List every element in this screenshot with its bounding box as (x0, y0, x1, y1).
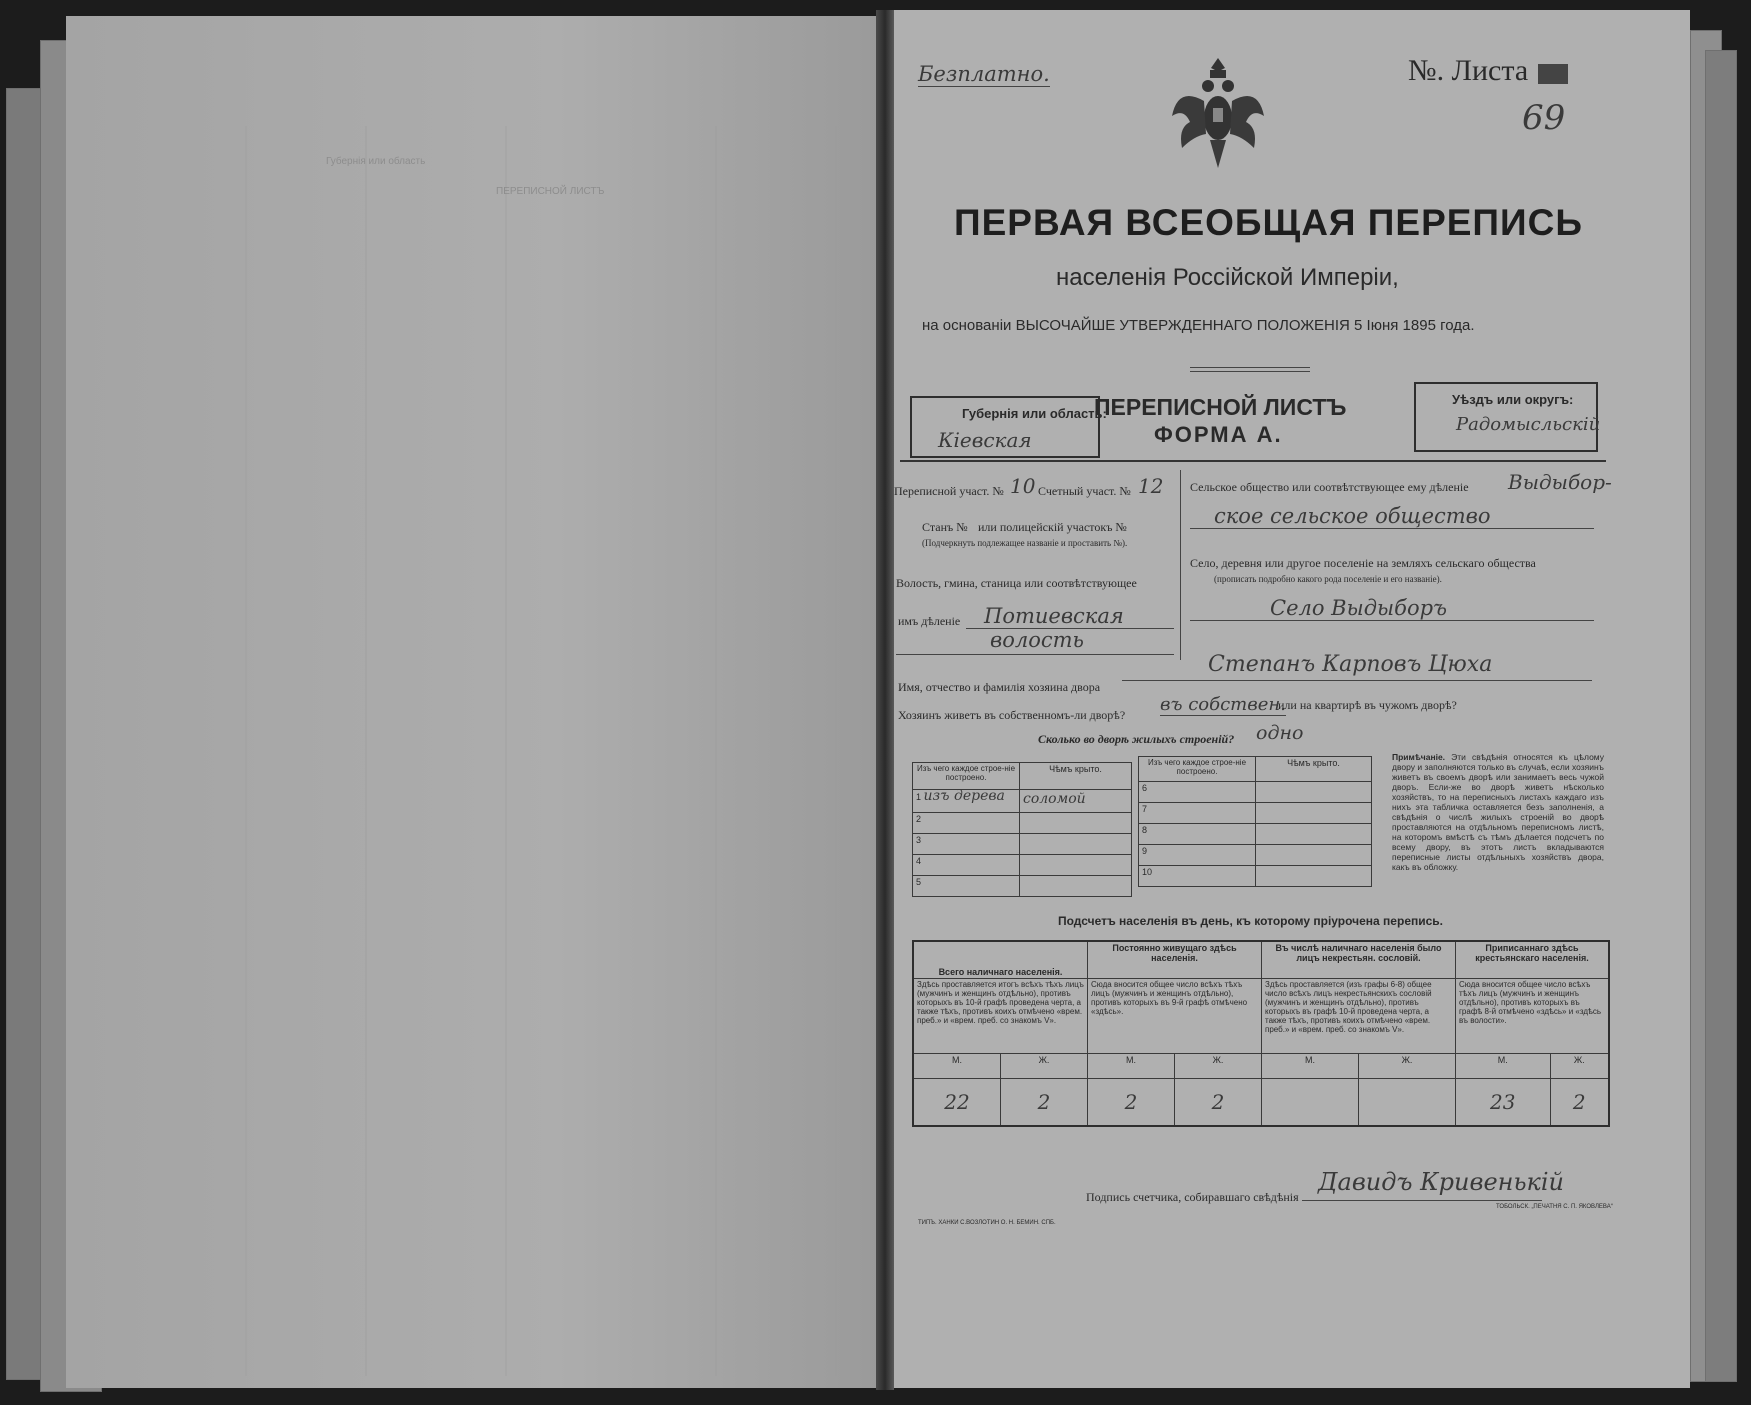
table-row (913, 813, 1020, 834)
count-value: 2 (1088, 1079, 1175, 1127)
count-header: Въ числѣ наличнаго населенія было лицъ некрестьян. сословій. (1262, 941, 1456, 979)
population-count-table (912, 940, 1610, 1127)
empty-cell (1020, 834, 1132, 855)
buildings-value: одно (1256, 722, 1304, 744)
volost-label: Волость, гмина, станица или соотвѣтствующее (896, 576, 1137, 590)
count-value: 2 (1001, 1079, 1088, 1127)
lives-label: Хозяинъ живетъ въ собственномъ-ли дворѣ? (898, 708, 1126, 722)
bleed-text: ПЕРЕПИСНОЙ ЛИСТЪ (496, 186, 605, 197)
uezd-box (1414, 382, 1601, 452)
empty-cell (1256, 866, 1372, 887)
col-roof-header: Чѣмъ крыто. (1020, 763, 1132, 790)
selo-label: Село, деревня или другое поселеніе на земляхъ сельскаго общества (1190, 556, 1536, 570)
row-number: 4 (916, 856, 922, 866)
count-description: Здѣсь проставляется (изъ графы 6-8) общее число всѣхъ лицъ некрестьянскихъ сословій (мужчинъ и женщинъ отдѣльно), противъ которыхъ въ графѣ 10-й проведена черта, а также тѣхъ, противъ коихъ отмѣчено «врем. преб.» и «врем. преб. со знакомъ V». (1262, 979, 1456, 1054)
printer-imprint-left: ТИПЪ. ХАНКИ С.ВОЗЛОТИН О. Н. БЕМИН. СПБ. (918, 1220, 1056, 1226)
col-material-header: Изъ чего каждое строе-ніе построено. (1139, 757, 1256, 782)
selskoe-value: Выдыбор- (1508, 470, 1612, 494)
perepis-uchast-value: 10 (1010, 474, 1036, 498)
signature-value: Давидъ Кривенькій (1318, 1168, 1564, 1196)
female-col: Ж. (1175, 1054, 1262, 1079)
volost-label-2: имъ дѣленіе (898, 614, 961, 628)
male-col: М. (1456, 1054, 1551, 1079)
signature-line (1302, 1200, 1542, 1201)
form-letter: ФОРМА А. (1154, 422, 1283, 447)
selo-line (1190, 620, 1594, 621)
lives-label-2: или на квартирѣ въ чужомъ дворѣ? (1278, 698, 1457, 712)
perepis-uchast-label: Переписной участ. № (894, 484, 1004, 498)
row-number: 2 (916, 814, 922, 824)
empty-cell (1020, 876, 1132, 897)
left-page (66, 16, 884, 1388)
selskoe-line (1190, 528, 1594, 529)
row-number: 1 (916, 792, 922, 802)
imperial-eagle-emblem (1168, 56, 1268, 176)
empty-cell (1020, 855, 1132, 876)
count-value: 22 (913, 1079, 1001, 1127)
male-col: М. (913, 1054, 1001, 1079)
col-roof-header: Чѣмъ крыто. (1256, 757, 1372, 782)
census-subtitle: населенія Россійской Имперіи, (1056, 264, 1399, 291)
buildings-table-left (912, 762, 1132, 897)
table-row (913, 790, 1020, 813)
empty-cell (1256, 782, 1372, 803)
count-description: Здѣсь проставляется итогъ всѣхъ тѣхъ лицъ (мужчинъ и женщинъ отдѣльно), противъ которыхъ въ 10-й графѣ проведена черта, а также тѣхъ, противъ коихъ отмѣчено «врем. преб.» и «врем. преб. со знакомъ V». (913, 979, 1088, 1054)
selo-value: Село Выдыборъ (1270, 596, 1448, 620)
empty-cell (1256, 803, 1372, 824)
count-title: Подсчетъ населенія въ день, къ которому пріурочена перепись. (1058, 914, 1443, 928)
col-material-header: Изъ чего каждое строе-ніе построено. (913, 763, 1020, 790)
schetny-uchast-label: Счетный участ. № (1038, 484, 1131, 498)
binding-gutter (876, 10, 894, 1390)
gubernia-box (910, 396, 1107, 458)
field-column-divider (1180, 470, 1181, 660)
uezd-label: Уѣздъ или округъ: (1452, 392, 1574, 407)
count-value (1262, 1079, 1359, 1127)
table-row: 8 (1139, 824, 1256, 845)
signature-label: Подпись счетчика, собиравшаго свѣдѣнія (1086, 1190, 1299, 1204)
bleed-text: Губернія или область (326, 156, 426, 167)
count-header: Постоянно живущаго здѣсь населенія. (1088, 941, 1262, 979)
free-label: Безплатно. (918, 62, 1050, 86)
form-name: ПЕРЕПИСНОЙ ЛИСТЪ (1094, 394, 1347, 420)
count-value: 2 (1175, 1079, 1262, 1127)
count-description: Сюда вносится общее число всѣхъ тѣхъ лицъ (мужчинъ и женщинъ отдѣльно), противъ которыхъ въ графѣ 8-й отмѣчено «здѣсь» и «здѣсь въ волости». (1456, 979, 1610, 1054)
note-text: Эти свѣдѣнія относятся къ цѣлому двору и заполняются только въ случаѣ, если хозяинъ живетъ въ своемъ дворѣ или занимаетъ весь чужой дворъ. Если-же во дворѣ живетъ нѣсколько хозяйствъ, то на переписныхъ листахъ каждаго изъ нихъ эта табличка оставляется безъ заполненія, а свѣдѣнія о числѣ жилыхъ строеній во дворѣ проставляются на отдѣльномъ переписномъ листѣ, на которомъ вмѣстѣ съ тѣмъ дѣлается подсчетъ по всему двору, въ этотъ листъ вкладываются переписные листы отдѣльныхъ хозяйствъ двора, какъ въ обложку. (1392, 752, 1604, 872)
table-row: 9 (1139, 845, 1256, 866)
count-value (1359, 1079, 1456, 1127)
schetny-uchast-value: 12 (1138, 474, 1164, 498)
volost-line (896, 654, 1174, 655)
owner-line (1122, 680, 1592, 681)
male-col: М. (1262, 1054, 1359, 1079)
selo-note: (прописать подробно какого рода поселеніе и его названіе). (1214, 574, 1442, 584)
empty-cell (1256, 845, 1372, 866)
table-row: 7 (1139, 803, 1256, 824)
page-stack-edge (1705, 50, 1737, 1382)
note-label: Примѣчаніе. (1392, 752, 1446, 762)
census-main-title: ПЕРВАЯ ВСЕОБЩАЯ ПЕРЕПИСЬ (954, 202, 1583, 243)
row-number: 3 (916, 835, 922, 845)
material-value: изъ дерева (923, 788, 1005, 804)
table-row: 6 (1139, 782, 1256, 803)
count-value: 2 (1550, 1079, 1609, 1127)
printer-imprint-right: ТОБОЛЬСК. „ПЕЧАТНЯ С. П. ЯКОВЛЕВА“ (1496, 1204, 1613, 1210)
male-col: М. (1088, 1054, 1175, 1079)
sheet-number-box (1538, 64, 1568, 84)
table-row (913, 855, 1020, 876)
count-header: Всего наличнаго населенія. (913, 941, 1088, 979)
buildings-table-right (1138, 756, 1372, 887)
note-block (1392, 752, 1604, 872)
female-col: Ж. (1001, 1054, 1088, 1079)
count-header: Приписаннаго здѣсь крестьянскаго населенія. (1456, 941, 1610, 979)
table-row (913, 876, 1020, 897)
count-description: Сюда вносится общее число всѣхъ тѣхъ лицъ (мужчинъ и женщинъ отдѣльно), противъ которыхъ въ 9-й графѣ отмѣчено «здѣсь». (1088, 979, 1262, 1054)
buildings-label: Сколько во дворѣ жилыхъ строеній? (1038, 732, 1235, 746)
selskoe-value-2: ское сельское общество (1214, 504, 1491, 528)
volost-value-2: волость (990, 628, 1084, 652)
count-value: 23 (1456, 1079, 1551, 1127)
empty-cell (1256, 824, 1372, 845)
census-basis-line: на основаніи ВЫСОЧАЙШЕ УТВЕРЖДЕННАГО ПОЛОЖЕНІЯ 5 Іюня 1895 года. (922, 317, 1475, 334)
roof-value: соломой (1020, 790, 1132, 813)
gubernia-value: Кіевская (938, 428, 1032, 452)
female-col: Ж. (1359, 1054, 1456, 1079)
volost-value: Потиевская (984, 604, 1124, 628)
selskoe-label: Сельское общество или соотвѣтствующее ему дѣленіе (1190, 480, 1469, 494)
sheet-number-label: №. Листа (1408, 54, 1529, 87)
female-col: Ж. (1550, 1054, 1609, 1079)
row-number: 5 (916, 877, 922, 887)
police-label: или полицейскій участокъ № (978, 520, 1127, 534)
table-row: 10 (1139, 866, 1256, 887)
owner-label: Имя, отчество и фамилія хозяина двора (898, 680, 1101, 694)
gubernia-label: Губернія или область: (962, 406, 1107, 421)
sheet-number-handwritten: 69 (1522, 98, 1566, 138)
empty-cell (1020, 813, 1132, 834)
lives-value: въ собствен. (1160, 694, 1286, 715)
form-rule (900, 460, 1606, 462)
table-row (913, 834, 1020, 855)
stan-label: Станъ № (922, 520, 968, 534)
uezd-value: Радомысльскій (1456, 414, 1601, 435)
owner-value: Степанъ Карповъ Цюха (1208, 652, 1493, 677)
census-form-page (890, 10, 1690, 1388)
left-page-grid (66, 16, 884, 1388)
ornament-divider (1190, 367, 1310, 372)
underline-note: (Подчеркнуть подлежащее названіе и проставить №). (922, 538, 1128, 548)
